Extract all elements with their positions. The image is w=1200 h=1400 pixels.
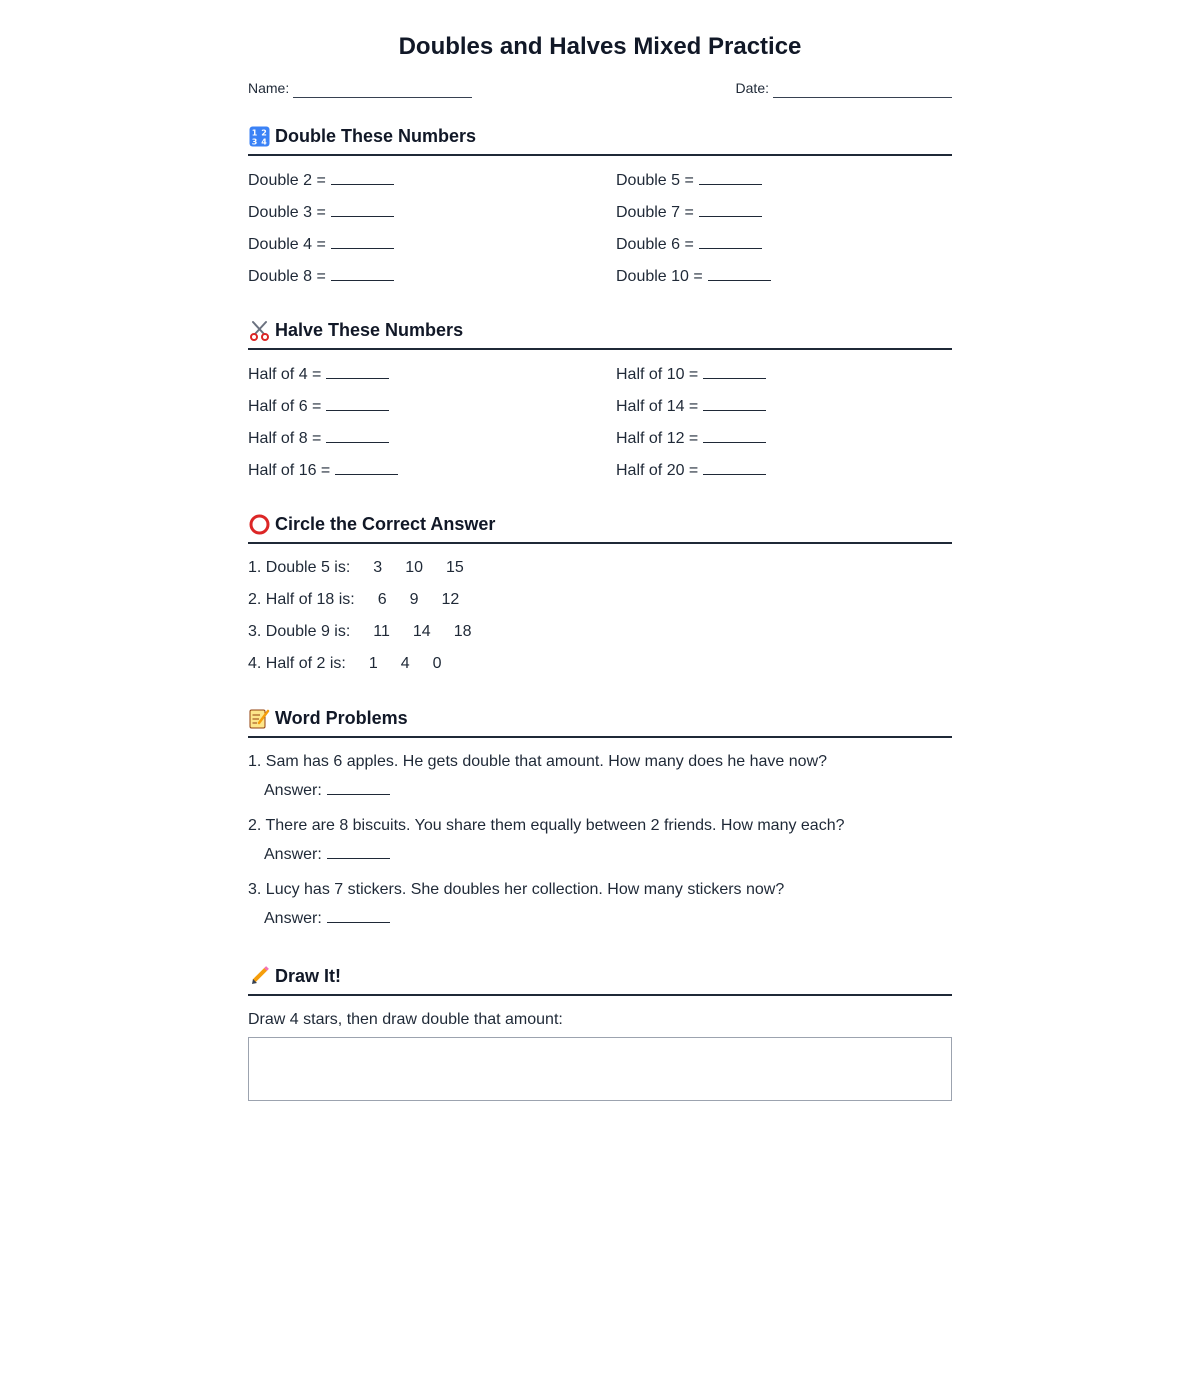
problem-item: Half of 6 = [248,394,616,426]
problem-item: Half of 4 = [248,362,616,394]
mc-option[interactable]: 15 [445,559,464,576]
problem-item: Double 2 = [248,168,616,200]
circle-section [248,508,952,684]
date-blank[interactable] [773,83,952,98]
name-blank[interactable] [293,83,472,98]
mc-question: 3. Double 9 is: [248,623,351,640]
answer-blank[interactable] [703,426,766,443]
problem-item: Half of 8 = [248,426,616,458]
problem-item: Half of 20 = [616,458,952,490]
list-item [248,814,952,878]
answer-blank[interactable] [326,362,389,379]
mc-option[interactable]: 10 [405,559,423,576]
answer-blank[interactable] [326,394,389,411]
halves-heading-text: Halve These Numbers [275,319,464,340]
answer-blank[interactable] [331,264,394,281]
list-item [248,620,952,652]
mc-option[interactable]: 3 [373,559,383,576]
mc-option[interactable]: 14 [412,623,431,640]
mc-option[interactable]: 6 [377,591,387,608]
mc-option[interactable]: 12 [441,591,460,608]
doubles-heading [248,120,952,156]
mc-question: 1. Double 5 is: [248,559,351,576]
doubles-section [248,120,952,296]
svg-text:4: 4 [260,137,267,146]
pencil-icon [248,965,270,987]
word-question: 3. Lucy has 7 stickers. She doubles her collection. How many stickers now? [248,881,785,898]
answer-blank[interactable] [331,168,394,185]
answer-blank[interactable] [699,168,762,185]
list-item [248,652,952,684]
draw-instruction: Draw 4 stars, then draw double that amount: [248,1011,563,1028]
answer-blank[interactable] [708,264,771,281]
word-heading-text: Word Problems [275,707,408,728]
answer-blank[interactable] [699,232,762,249]
svg-text:2: 2 [260,128,267,137]
date-label: Date: [735,80,769,96]
word-heading [248,702,952,738]
draw-heading-text: Draw It! [275,965,342,986]
svg-text:3: 3 [251,137,257,146]
memo-icon [248,707,270,729]
header-fields [248,78,952,98]
answer-blank[interactable] [327,778,390,795]
list-item [248,556,952,588]
word-question: 1. Sam has 6 apples. He gets double that amount. How many does he have now? [248,753,828,770]
word-question: 2. There are 8 biscuits. You share them equally between 2 friends. How many each? [248,817,845,834]
answer-blank[interactable] [327,906,390,923]
mc-option[interactable]: 4 [400,655,410,672]
answer-blank[interactable] [326,426,389,443]
circle-heading [248,508,952,544]
scissors-icon [248,319,270,341]
problem-item: Double 5 = [616,168,952,200]
draw-section [248,960,952,1101]
problem-item: Double 6 = [616,232,952,264]
problem-item: Half of 16 = [248,458,616,490]
problem-item: Half of 12 = [616,426,952,458]
mc-option[interactable]: 9 [409,591,419,608]
circle-icon [248,513,270,535]
name-field[interactable] [248,78,472,98]
problem-item: Double 3 = [248,200,616,232]
svg-text:1: 1 [251,128,257,137]
problem-item: Double 7 = [616,200,952,232]
mc-option[interactable]: 11 [373,623,390,640]
draw-heading [248,960,952,996]
list-item [248,588,952,620]
mc-option[interactable]: 18 [453,623,472,640]
name-label: Name: [248,80,290,96]
problem-item: Double 8 = [248,264,616,296]
answer-blank[interactable] [335,458,398,475]
worksheet [248,0,952,1101]
list-item [248,750,952,814]
mc-question: 2. Half of 18 is: [248,591,355,608]
doubles-heading-text: Double These Numbers [275,125,477,146]
page-title: Doubles and Halves Mixed Practice [398,33,802,60]
halves-section [248,314,952,490]
problem-item: Half of 14 = [616,394,952,426]
answer-row: Answer: [248,842,952,870]
answer-row: Answer: [248,906,952,934]
mc-option[interactable]: 1 [368,655,378,672]
answer-blank[interactable] [703,458,766,475]
circle-list [248,556,952,684]
problem-item: Double 10 = [616,264,952,296]
halves-grid [248,362,952,490]
mc-option[interactable]: 0 [432,655,442,672]
answer-blank[interactable] [327,842,390,859]
answer-blank[interactable] [699,200,762,217]
answer-blank[interactable] [331,200,394,217]
date-field[interactable] [736,78,952,98]
doubles-grid [248,168,952,296]
halves-heading [248,314,952,350]
answer-row: Answer: [248,778,952,806]
drawing-area[interactable] [248,1037,952,1101]
numbers-icon [248,125,270,147]
problem-item: Half of 10 = [616,362,952,394]
list-item [248,878,952,942]
answer-blank[interactable] [703,362,766,379]
answer-blank[interactable] [331,232,394,249]
word-section [248,702,952,942]
circle-heading-text: Circle the Correct Answer [275,513,496,534]
mc-question: 4. Half of 2 is: [248,655,346,672]
answer-blank[interactable] [703,394,766,411]
problem-item: Double 4 = [248,232,616,264]
word-list [248,750,952,942]
